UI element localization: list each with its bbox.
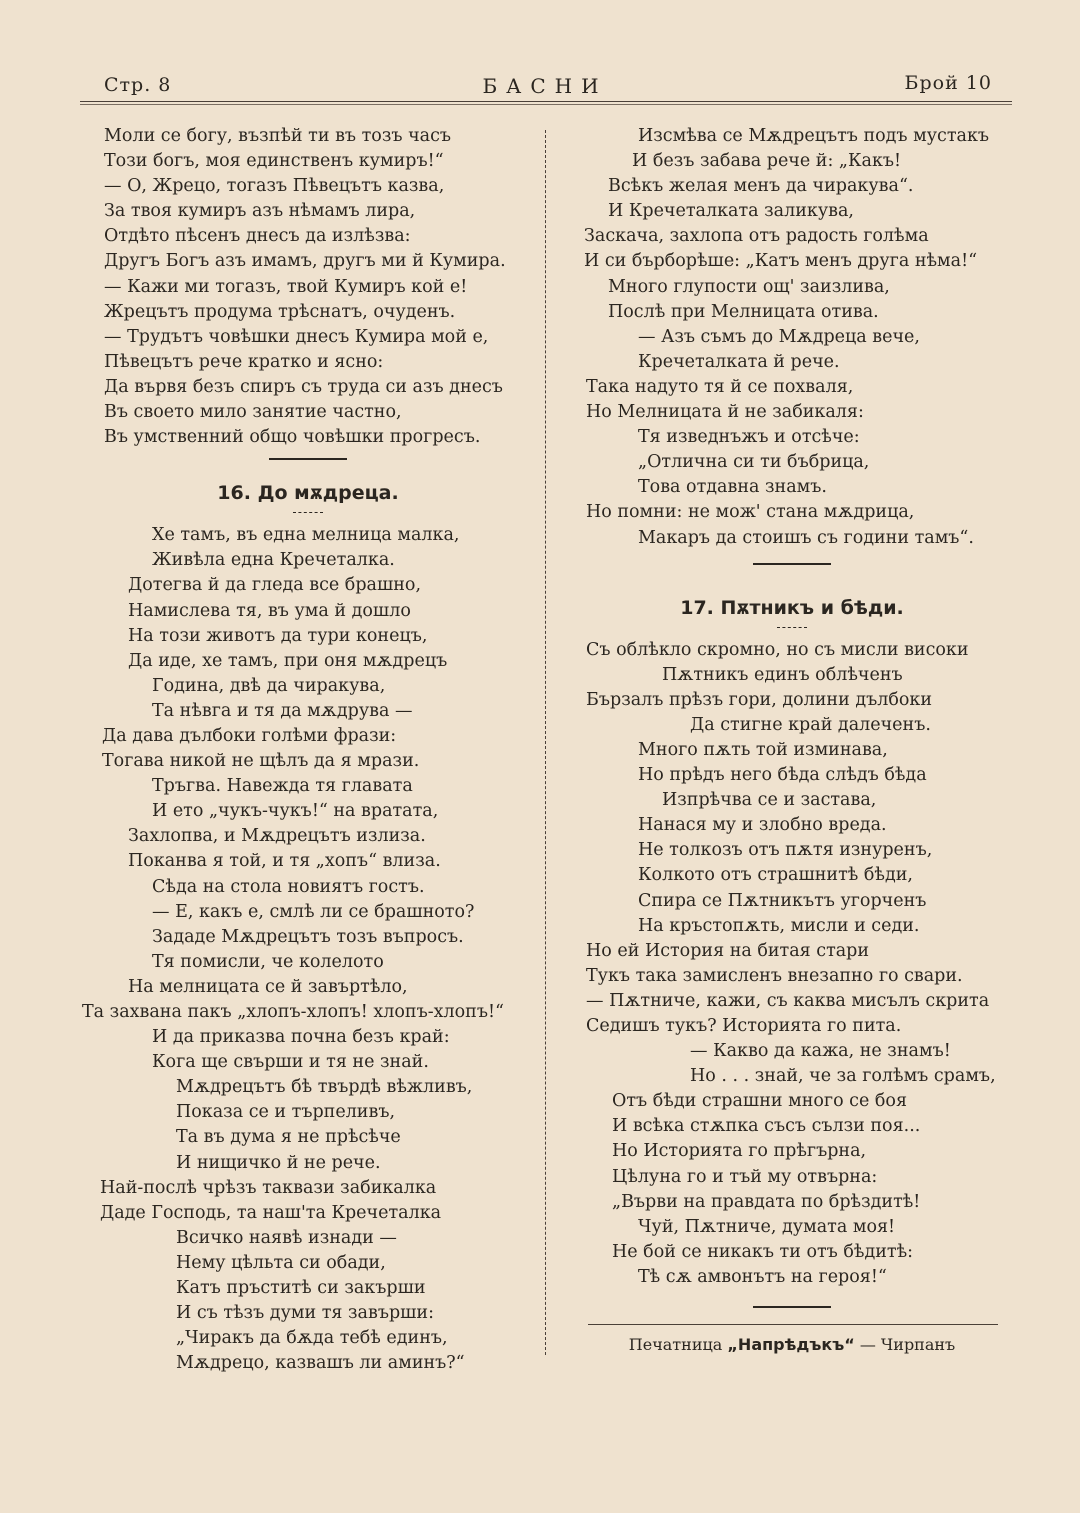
verse-line: Изсмѣва се Мѫдрецътъ подъ мустакъ	[638, 126, 990, 146]
verse-line: Катъ пръститѣ си закърши	[176, 1278, 426, 1299]
verse-line: И Кречеталката заликува,	[608, 201, 854, 222]
verse-line: — Азъ съмъ до Мѫдреца вече,	[638, 326, 920, 347]
verse-line: На този животъ да тури конецъ,	[128, 625, 428, 646]
verse-line: Този богъ, моя единственъ кумиръ!“	[104, 151, 444, 172]
poem-17-body	[582, 638, 1002, 1290]
verse-line: Съ облѣкло скромно, но съ мисли високи	[586, 639, 969, 660]
poem-17-title: 17. Пѫтникъ и бѣди.	[680, 596, 904, 619]
verse-line: Тогава никой не щѣлъ да я мрази.	[102, 751, 420, 772]
verse-line: Тя изведнъжъ и отсѣче:	[638, 427, 860, 448]
verse-line: Послѣ при Мелницата отива.	[608, 301, 879, 322]
verse-line: Цѣлуна го и тъй му отвърна:	[612, 1166, 878, 1187]
verse-line: „Върви на правдата по брѣздитѣ!	[612, 1191, 921, 1212]
verse-line: Та захвана пакъ „хлопъ-хлопъ! хлопъ-хлопъ!“	[82, 1002, 504, 1022]
poem-16-continuation	[582, 124, 1002, 551]
verse-line: „Чиракъ да бѫда тебѣ единъ,	[176, 1328, 448, 1349]
verse-line: Така надуто тя й се похваля,	[586, 376, 854, 397]
section-separator	[753, 563, 831, 565]
poem-continuation	[82, 124, 534, 450]
verse-line: Въ умственний общо човѣшки прогресъ.	[104, 427, 481, 448]
verse-line: Тукъ така замисленъ внезапно го свари.	[586, 965, 963, 986]
verse-line: Поканва я той, и тя „хопъ“ влиза.	[128, 851, 441, 872]
verse-line: Година, двѣ да чиракува,	[152, 675, 386, 696]
imprint-suffix: — Чирпанъ	[854, 1335, 956, 1355]
verse-line: И нищичко й не рече.	[176, 1152, 381, 1173]
issue-number: Брой 10	[904, 72, 992, 94]
verse-line: Това отдавна знамъ.	[638, 477, 827, 498]
verse-line: — Трудътъ човѣшки днесъ Кумира мой е,	[104, 326, 489, 347]
verse-line: Дотегва й да гледа все брашно,	[128, 575, 422, 596]
verse-line: Но ей История на битая стари	[586, 940, 870, 961]
verse-line: Намислева тя, въ ума й дошло	[128, 600, 411, 621]
verse-line: Отдѣто пѣсенъ днесъ да излѣзва:	[104, 226, 411, 247]
verse-line: Кога ще свърши и тя не знай.	[152, 1052, 429, 1073]
verse-line: — Пѫтниче, кажи, съ каква мисълъ скрита	[586, 990, 990, 1011]
verse-line: И ето „чукъ-чукъ!“ на вратата,	[152, 801, 439, 822]
verse-line: Да дава дълбоки голѣми фрази:	[102, 725, 397, 746]
verse-line: Кречеталката й рече.	[638, 351, 840, 372]
verse-line: Нанася му и злобно вреда.	[638, 815, 887, 836]
verse-line: Заскача, захлопа отъ радость голѣма	[584, 226, 929, 247]
verse-line: Живѣла една Кречеталка.	[152, 550, 395, 571]
verse-line: Сѣда на стола новиятъ гостъ.	[152, 876, 425, 897]
verse-line: Много глупости ощ' заизлива,	[608, 276, 890, 297]
poem-16-body	[82, 523, 534, 1376]
verse-line: Но помни: не мож' стана мѫдрица,	[586, 502, 915, 523]
verse-line: За твоя кумиръ азъ нѣмамъ лира,	[104, 201, 416, 222]
imprint-prefix: Печатница	[628, 1335, 728, 1355]
verse-line: Захлопва, и Мѫдрецътъ излиза.	[128, 826, 426, 847]
press-name: „Напрѣдъкъ“	[727, 1335, 855, 1355]
verse-line: Тя помисли, че колелото	[152, 951, 384, 972]
column-divider	[545, 130, 546, 1355]
verse-line: Хе тамъ, въ една мелница малка,	[152, 525, 460, 546]
verse-line: Много пѫть той изминава,	[638, 739, 888, 760]
verse-line: Не толкозъ отъ пѫтя изнуренъ,	[638, 840, 933, 861]
verse-line: Отъ бѣди страшни много се боя	[612, 1091, 908, 1112]
verse-line: И да приказва почна безъ край:	[152, 1027, 450, 1048]
section-separator	[753, 1306, 831, 1308]
verse-line: Спира се Пѫтникътъ угорченъ	[638, 890, 927, 911]
header-rule-thin	[80, 104, 1012, 105]
verse-line: Колкото отъ страшнитѣ бѣди,	[638, 865, 913, 886]
verse-line: И си бърборѣше: „Катъ менъ друга нѣма!“	[584, 251, 978, 272]
verse-line: Но прѣдъ него бѣда слѣдъ бѣда	[638, 765, 927, 786]
page-number: Стр. 8	[104, 74, 172, 96]
verse-line: Моли се богу, възпѣй ти въ тозъ часъ	[104, 126, 452, 146]
verse-line: Но . . . знай, че за голѣмъ срамъ,	[690, 1066, 996, 1087]
verse-line: — О, Жрецо, тогазъ Пѣвецътъ казва,	[104, 176, 445, 197]
title-ornament	[293, 512, 323, 513]
verse-line: Бързалъ прѣзъ гори, долини дълбоки	[586, 689, 933, 710]
verse-line: Не бой се никакъ ти отъ бѣдитѣ:	[612, 1241, 914, 1262]
verse-line: Тѣ сѫ амвонътъ на героя!“	[638, 1266, 887, 1287]
verse-line: Мѫдрецо, казвашъ ли аминъ?“	[176, 1353, 465, 1374]
verse-line: Показа се и търпеливъ,	[176, 1102, 396, 1123]
verse-line: — Кажи ми тогазъ, твой Кумиръ кой е!	[104, 276, 468, 297]
verse-line: Да стигне край далеченъ.	[690, 714, 931, 735]
verse-line: Мѫдрецътъ бѣ твърдѣ вѣжливъ,	[176, 1077, 473, 1098]
printer-imprint	[582, 1333, 1002, 1357]
verse-line: Другъ Богъ азъ имамъ, другъ ми й Кумира.	[104, 251, 506, 272]
verse-line: На мелницата се й завъртѣло,	[128, 976, 408, 997]
verse-line: Та нѣвга и тя да мѫдрува —	[152, 700, 413, 721]
verse-line: Изпрѣчва се и застава,	[662, 790, 877, 811]
verse-line: Даде Господь, та наш'та Кречеталка	[100, 1202, 442, 1223]
verse-line: Но Мелницата й не забикаля:	[586, 402, 864, 423]
section-separator	[269, 458, 347, 460]
verse-line: Жрецътъ продума трѣснатъ, очуденъ.	[104, 301, 456, 322]
verse-line: — Какво да кажа, не знамъ!	[690, 1041, 951, 1062]
poem-16-title: 16. До мѫдреца.	[217, 482, 399, 505]
publication-title: БАСНИ	[482, 74, 608, 98]
verse-line: Седишъ тукъ? Историята го пита.	[586, 1016, 902, 1036]
title-ornament	[777, 627, 807, 628]
verse-line: Зададе Мѫдрецътъ тозъ въпросъ.	[152, 926, 464, 947]
verse-line: Пѫтникъ единъ облѣченъ	[662, 664, 903, 685]
verse-line: „Отлична си ти бъбрица,	[638, 452, 870, 473]
verse-line: Та въ дума я не прѣсѣче	[176, 1127, 401, 1148]
verse-line: И всѣка стѫпка съсъ сълзи поя...	[612, 1116, 921, 1137]
verse-line: И безъ забава рече й: „Какъ!	[632, 151, 902, 172]
verse-line: — Е, какъ е, смлѣ ли се брашното?	[152, 901, 475, 922]
verse-line: Въ своето мило занятие частно,	[104, 402, 402, 423]
verse-line: Всѣкъ желая менъ да чиракува“.	[608, 176, 914, 197]
verse-line: Чуй, Пѫтниче, думата моя!	[638, 1216, 896, 1237]
header-rule	[80, 101, 1012, 102]
footer-rule	[588, 1324, 998, 1325]
verse-line: На кръстопѫть, мисли и седи.	[638, 915, 920, 936]
left-column	[82, 124, 534, 1376]
verse-line: Тръгва. Навежда тя главата	[152, 776, 413, 797]
page-header	[80, 70, 1010, 104]
verse-line: Да вървя безъ спиръ съ труда си азъ днесъ	[104, 376, 503, 397]
verse-line: Пѣвецътъ рече кратко и ясно:	[104, 351, 384, 372]
verse-line: Най-послѣ чрѣзъ таквази забикалка	[100, 1177, 437, 1198]
verse-line: И съ тѣзъ думи тя завърши:	[176, 1303, 434, 1324]
verse-line: Да иде, хе тамъ, при оня мѫдрецъ	[128, 650, 448, 671]
verse-line: Всичко наявѣ изнади —	[176, 1227, 397, 1248]
verse-line: Макаръ да стоишъ съ години тамъ“.	[638, 527, 974, 548]
right-column	[582, 124, 1002, 1357]
verse-line: Нему цѣльта си обади,	[176, 1252, 386, 1273]
verse-line: Но Историята го прѣгърна,	[612, 1141, 867, 1162]
